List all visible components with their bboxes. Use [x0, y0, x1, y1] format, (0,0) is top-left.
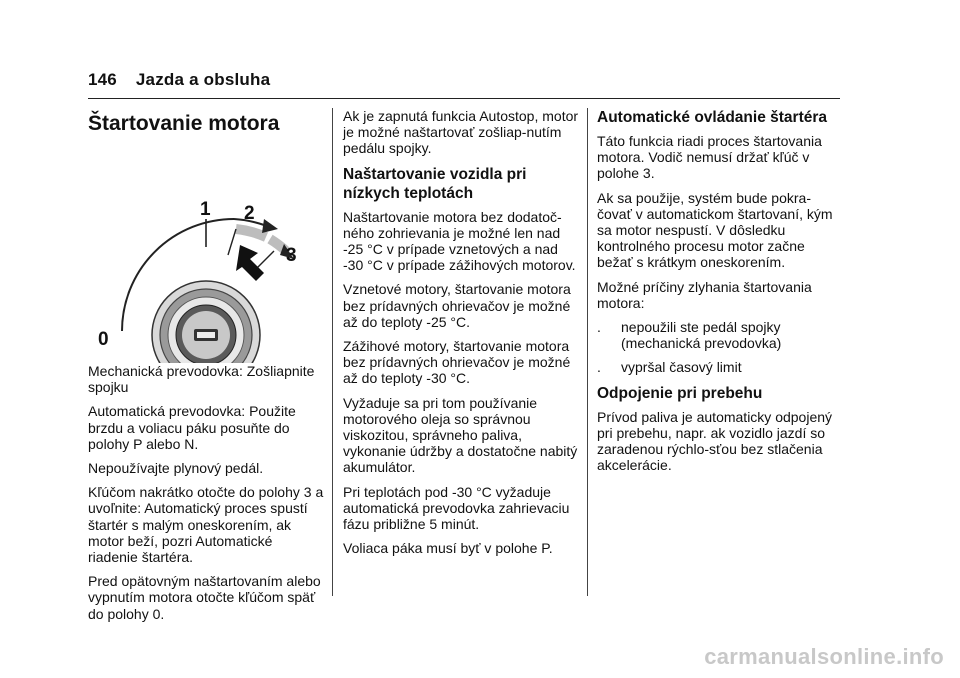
section-heading-auto-starter: Automatické ovládanie štartéra	[597, 109, 828, 126]
intro-paragraph: Ak je zapnutá funkcia Autostop, motor je možné naštartovať zošliap-nutím pedálu spojky.	[343, 108, 579, 157]
column-divider-1	[332, 108, 333, 596]
position-label-0: 0	[98, 329, 109, 350]
paragraph: Naštartovanie motora bez dodatoč-ného zohrievania je možné len nad -25 °C v prípade vznetových a nad -30 °C v prípade zážihových motorov.	[343, 208, 576, 274]
header-rule	[88, 98, 840, 99]
column-divider-2	[587, 108, 588, 596]
paragraph: Voliaca páka musí byť v polohe P.	[343, 540, 553, 557]
position-label-3: 3	[286, 245, 297, 266]
column-1	[88, 108, 324, 630]
position-label-1: 1	[200, 199, 211, 220]
page-header	[88, 70, 270, 90]
paragraph: Ak sa použije, systém bude pokra-čovať v automatickom štartovaní, kým sa motor nespustí. V dôsledku kontrolného procesu motor začne bežať s krátkym oneskorením.	[597, 189, 833, 271]
column-3	[597, 108, 842, 481]
section-heading-cold-start: Naštartovanie vozidla pri nízkych teplotách	[343, 165, 527, 202]
paragraph: Prívod paliva je automaticky odpojený pri prebehu, napr. ak vozidlo jazdí so zaradenou rýchlo-sťou bez stlačenia akcelerácie.	[597, 408, 833, 474]
list-item	[597, 319, 842, 351]
paragraph: Možné príčiny zlyhania štartovania motora:	[597, 278, 812, 311]
paragraph: Pred opätovným naštartovaním alebo vypnutím motora otočte kľúčom späť do polohy 0.	[88, 573, 321, 622]
watermark: carmanualsonline.info	[704, 644, 944, 669]
list-item	[597, 359, 842, 375]
paragraph: Vyžaduje sa pri tom používanie motorového oleja so správnou viskozitou, správneho paliva, vykonanie údržby a dostatočne nabitý akumulátor.	[343, 394, 578, 476]
position-label-2: 2	[244, 203, 255, 224]
column-2	[343, 108, 579, 564]
bullet-marker: .	[597, 319, 601, 336]
paragraph: Mechanická prevodovka: Zošliapnite spojku	[88, 363, 315, 396]
ignition-figure	[88, 149, 324, 363]
page-number: 146	[88, 70, 117, 89]
section-heading-fuel-cutoff: Odpojenie pri prebehu	[597, 384, 763, 402]
paragraph: Pri teplotách pod -30 °C vyžaduje automatická prevodovka zahrievaciu fázu približne 5 minút.	[343, 483, 570, 533]
paragraph: Nepoužívajte plynový pedál.	[88, 460, 264, 477]
paragraph: Kľúčom nakrátko otočte do polohy 3 a uvoľnite: Automatický proces spustí štartér s malým oneskorením, ak motor beží, pozri Automatické riadenie štartéra.	[88, 484, 324, 566]
bullet-text: nepoužili ste pedál spojky (mechanická prevodovka)	[621, 319, 782, 352]
paragraph: Vznetové motory, štartovanie motora bez prídavných ohrievačov je možné až do teploty -25 °C.	[343, 281, 571, 330]
paragraph: Zážihové motory, štartovanie motora bez prídavných ohrievačov je možné až do teploty -30 °C.	[343, 338, 571, 387]
bullet-text: vypršal časový limit	[621, 359, 742, 376]
section-title: Jazda a obsluha	[135, 70, 271, 89]
ignition-diagram	[88, 149, 324, 363]
paragraph: Táto funkcia riadi proces štartovania motora. Vodič nemusí držať kľúč v polohe 3.	[597, 133, 822, 182]
paragraph: Automatická prevodovka: Použite brzdu a voliacu páku posuňte do polohy P alebo N.	[88, 403, 296, 452]
bullet-marker: .	[597, 359, 601, 376]
page-title: Štartovanie motora	[88, 112, 280, 135]
